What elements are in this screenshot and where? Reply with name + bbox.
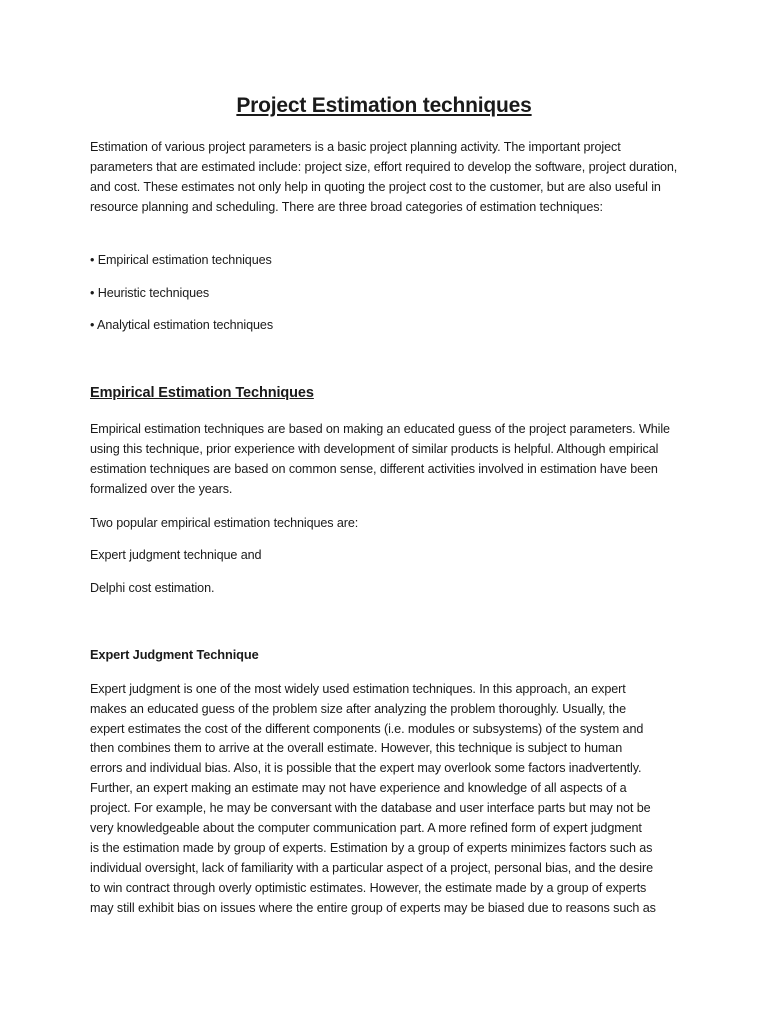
intro-paragraph: Estimation of various project parameters is a basic project planning activity. The important project parameters that are estimated include: project size, effort required to develop the software, project duration, and cost. These estimates not only help in quoting the project cost to the customer, but are also useful in resource planning and scheduling. There are three broad categories of estimation techniques:: [90, 140, 678, 214]
empirical-paragraph: Empirical estimation techniques are based on making an educated guess of the project parameters. While using this technique, prior experience with development of similar products is helpful. Although empirical estimation techniques are based on common sense, different activities involved in estimation have been formalized over the years.: [90, 422, 670, 496]
expert-judgment-line: expert estimates the cost of the different components (i.e. modules or subsystems) of the system and: [90, 722, 644, 736]
expert-judgment-line: errors and individual bias. Also, it is possible that the expert may overlook some factors inadvertently.: [90, 761, 642, 775]
bullet-item-empirical: • Empirical estimation techniques: [90, 253, 272, 267]
expert-judgment-line: individual oversight, lack of familiarity with a particular aspect of a project, personal bias, and the desire: [90, 861, 654, 875]
expert-judgment-line: very knowledgeable about the computer communication part. A more refined form of expert judgment: [90, 821, 642, 835]
technique-item-delphi: Delphi cost estimation.: [90, 581, 215, 595]
bullet-item-analytical: • Analytical estimation techniques: [90, 318, 274, 332]
popular-techniques-intro: Two popular empirical estimation techniques are:: [90, 516, 359, 530]
section-heading-empirical: Empirical Estimation Techniques: [90, 385, 314, 401]
expert-judgment-line: Expert judgment is one of the most widely used estimation techniques. In this approach, an expert: [90, 682, 626, 696]
expert-judgment-line: to win contract through overly optimistic estimates. However, the estimate made by a group of experts: [90, 881, 647, 895]
bullet-item-heuristic: • Heuristic techniques: [90, 286, 210, 300]
section-heading-expert-judgment: Expert Judgment Technique: [90, 647, 259, 662]
expert-judgment-line: then combines them to arrive at the overall estimate. However, this technique is subject to human: [90, 741, 623, 755]
expert-judgment-line: makes an educated guess of the problem size after analyzing the problem thoroughly. Usually, the: [90, 702, 626, 716]
expert-judgment-line: Further, an expert making an estimate may not have experience and knowledge of all aspects of a: [90, 781, 627, 795]
expert-judgment-line: is the estimation made by group of experts. Estimation by a group of experts minimizes factors such as: [90, 841, 653, 855]
page-title: Project Estimation techniques: [236, 94, 532, 117]
expert-judgment-line: may still exhibit bias on issues where the entire group of experts may be biased due to reasons such as: [90, 901, 656, 915]
expert-judgment-line: project. For example, he may be conversant with the database and user interface parts but may not be: [90, 801, 651, 815]
technique-item-expert: Expert judgment technique and: [90, 548, 262, 562]
